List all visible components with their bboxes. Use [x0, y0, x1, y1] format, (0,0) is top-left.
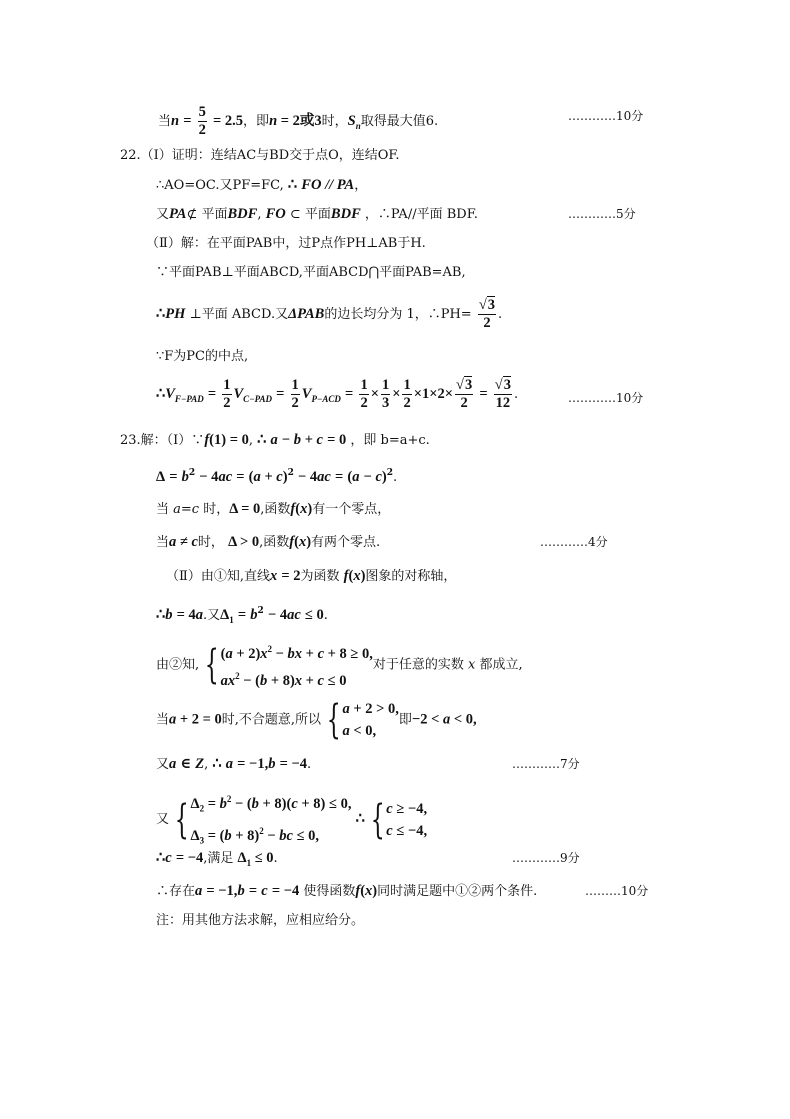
line-11: $\Delta = b^2 - 4ac = (a + c)^2 - 4ac = (a - c)^2$.: [156, 468, 398, 485]
score-5: …………7分: [512, 757, 580, 771]
score-1: …………10分: [568, 109, 644, 123]
line-16: 由②知, { $(a + 2)x^2$ − bx + c + 8 ≥ 0, $ax^2 - (b + 8)x + c \le 0$ 对于任意的实数 x 都成立,: [156, 641, 523, 689]
line-4: 又PA⊄ 平面BDF, FO ⊂ 平面BDF ，∴PA//平面 BDF.: [156, 206, 478, 222]
line-5: （Ⅱ）解：在平面PAB中，过P点作PH⊥AB于H.: [146, 236, 426, 251]
line-9: $\therefore V_{F-PAD}$ = $\frac{1}{2}$ $V_{C-PAD}$ = $\frac{1}{2}$ $V_{P-ACD}$ = $\frac{1}{2}$ × $\frac{1}{3}$ × $\frac{1}{2}$ ×1×2× $\frac{√3}{2}$ = $\frac{√3}{12}$ .: [156, 377, 519, 411]
line-22: 注：用其他方法求解，应相应给分。: [156, 913, 365, 928]
score-3: …………10分: [568, 391, 644, 405]
line-20: ∴c = −4,满足 $\Delta_1 \le 0$.: [156, 850, 278, 868]
line-21: ∴存在a = −1,b = c = −4 使得函数f(x)同时满足题中①②两个条件.: [156, 883, 538, 899]
line-2: 22.（Ⅰ）证明：连结AC与BD交于点O，连结OF.: [120, 148, 400, 163]
line-12: 当 a=c 时，Δ = 0,函数f(x)有一个零点，: [156, 501, 391, 517]
line-10: 23.解：（Ⅰ）∵f(1) = 0, ∴ a − b + c = 0 ，即 b=a+c.: [120, 432, 430, 448]
line-1: 当n = $\frac{5}{2}$ = 2.5，即n = 2或3时，$S_n$取得最大值6.: [158, 104, 439, 138]
line-19: 又 { $\Delta_2 = b^2 - (b + 8)(c + 8) \le 0$, $\Delta_3 = (b + 8)^2$ − bc ≤ 0, ∴ { c ≥ −4, c ≤ −4,: [156, 794, 428, 846]
line-13: 当a ≠ c时， Δ > 0,函数f(x)有两个零点.: [156, 534, 381, 550]
line-7: ∴PH ⊥平面 ABCD.又ΔPAB的边长均分为 1，∴PH= $\frac{√3}{2}$ .: [156, 297, 503, 331]
line-18: 又a ∈ Z, ∴ a = −1,b = −4.: [156, 756, 312, 772]
line-15: ∴b = 4a.又$\Delta_1 = b^2 - 4ac \le 0$.: [156, 606, 328, 625]
score-2: …………5分: [568, 207, 636, 221]
score-4: …………4分: [540, 535, 608, 549]
line-14: （Ⅱ）由①知,直线x = 2为函数 f(x)图象的对称轴，: [166, 568, 457, 584]
line-8: ∵F为PC的中点,: [156, 349, 249, 364]
line-6: ∵平面PAB⊥平面ABCD,平面ABCD⋂平面PAB=AB,: [156, 265, 466, 280]
line-17: 当a + 2 = 0时,不合题意,所以 { a + 2 > 0, a < 0, 即−2 < a < 0,: [156, 697, 477, 743]
score-6: …………9分: [512, 851, 580, 865]
score-7: ………10分: [585, 884, 649, 898]
line-3: ∴AO=OC.又PF=FC, ∴ FO // PA，: [156, 177, 368, 193]
